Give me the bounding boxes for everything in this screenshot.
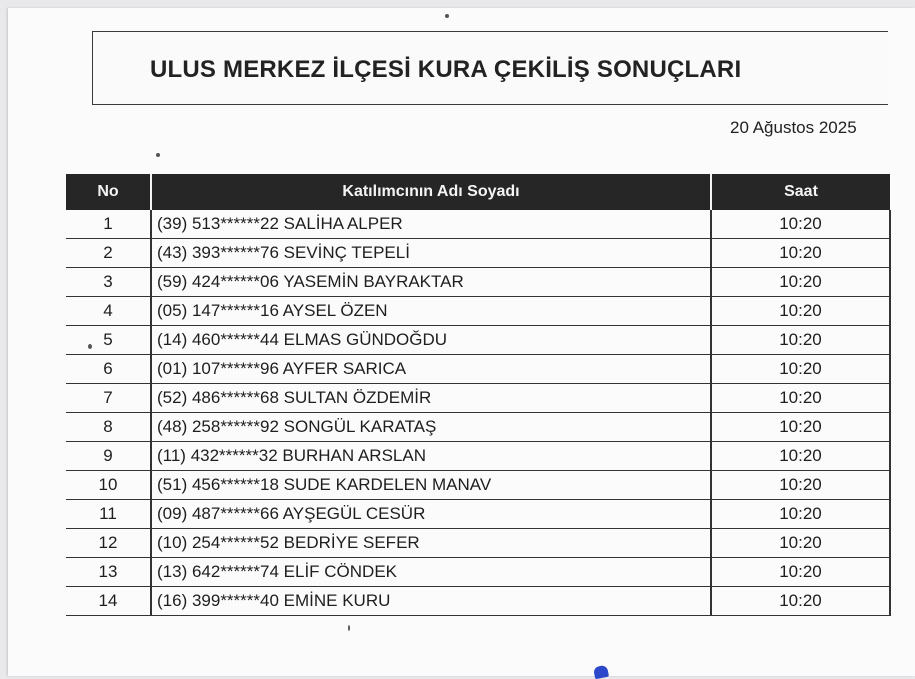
row-number: 7 [66, 384, 151, 413]
draw-time: 10:20 [711, 297, 890, 326]
draw-time: 10:20 [711, 587, 890, 616]
scan-speck [156, 153, 160, 157]
table-row [66, 355, 890, 384]
row-number: 10 [66, 471, 151, 500]
document-title: ULUS MERKEZ İLÇESİ KURA ÇEKİLİŞ SONUÇLARI [150, 56, 742, 83]
draw-time: 10:20 [711, 558, 890, 587]
row-number: 13 [66, 558, 151, 587]
participant-name: (10) 254******52 BEDRİYE SEFER [151, 529, 711, 558]
scan-speck [445, 14, 449, 18]
table-row [66, 442, 890, 471]
draw-time: 10:20 [711, 413, 890, 442]
row-number: 9 [66, 442, 151, 471]
participant-name: (59) 424******06 YASEMİN BAYRAKTAR [151, 268, 711, 297]
table-row [66, 413, 890, 442]
scan-speck [88, 344, 92, 349]
document-date: 20 Ağustos 2025 [730, 118, 857, 137]
row-number: 1 [66, 210, 151, 239]
participant-name: (11) 432******32 BURHAN ARSLAN [151, 442, 711, 471]
table-row [66, 210, 890, 239]
participant-name: (52) 486******68 SULTAN ÖZDEMİR [151, 384, 711, 413]
ink-mark [593, 665, 609, 679]
participant-name: (09) 487******66 AYŞEGÜL CESÜR [151, 500, 711, 529]
draw-time: 10:20 [711, 471, 890, 500]
table-row [66, 268, 890, 297]
row-number: 2 [66, 239, 151, 268]
table-row [66, 529, 890, 558]
scan-speck [348, 625, 350, 631]
header-name: Katılımcının Adı Soyadı [151, 174, 711, 210]
participant-name: (51) 456******18 SUDE KARDELEN MANAV [151, 471, 711, 500]
table-row [66, 239, 890, 268]
participant-name: (48) 258******92 SONGÜL KARATAŞ [151, 413, 711, 442]
row-number: 6 [66, 355, 151, 384]
table-row [66, 471, 890, 500]
title-box [92, 31, 888, 105]
row-number: 14 [66, 587, 151, 616]
row-number: 3 [66, 268, 151, 297]
draw-time: 10:20 [711, 442, 890, 471]
participant-name: (16) 399******40 EMİNE KURU [151, 587, 711, 616]
results-table [66, 174, 891, 616]
draw-time: 10:20 [711, 500, 890, 529]
participant-name: (05) 147******16 AYSEL ÖZEN [151, 297, 711, 326]
table-row [66, 326, 890, 355]
participant-name: (13) 642******74 ELİF CÖNDEK [151, 558, 711, 587]
row-number: 5 [66, 326, 151, 355]
participant-name: (43) 393******76 SEVİNÇ TEPELİ [151, 239, 711, 268]
header-no: No [66, 174, 151, 210]
row-number: 4 [66, 297, 151, 326]
table-row [66, 384, 890, 413]
draw-time: 10:20 [711, 529, 890, 558]
draw-time: 10:20 [711, 239, 890, 268]
draw-time: 10:20 [711, 268, 890, 297]
draw-time: 10:20 [711, 384, 890, 413]
participant-name: (39) 513******22 SALİHA ALPER [151, 210, 711, 239]
document-page [8, 8, 915, 676]
header-time: Saat [711, 174, 890, 210]
table-row [66, 500, 890, 529]
participant-name: (01) 107******96 AYFER SARICA [151, 355, 711, 384]
draw-time: 10:20 [711, 355, 890, 384]
table-row [66, 558, 890, 587]
row-number: 8 [66, 413, 151, 442]
table-header-row [66, 174, 890, 210]
draw-time: 10:20 [711, 326, 890, 355]
row-number: 12 [66, 529, 151, 558]
table-row [66, 297, 890, 326]
draw-time: 10:20 [711, 210, 890, 239]
row-number: 11 [66, 500, 151, 529]
table-row [66, 587, 890, 616]
participant-name: (14) 460******44 ELMAS GÜNDOĞDU [151, 326, 711, 355]
